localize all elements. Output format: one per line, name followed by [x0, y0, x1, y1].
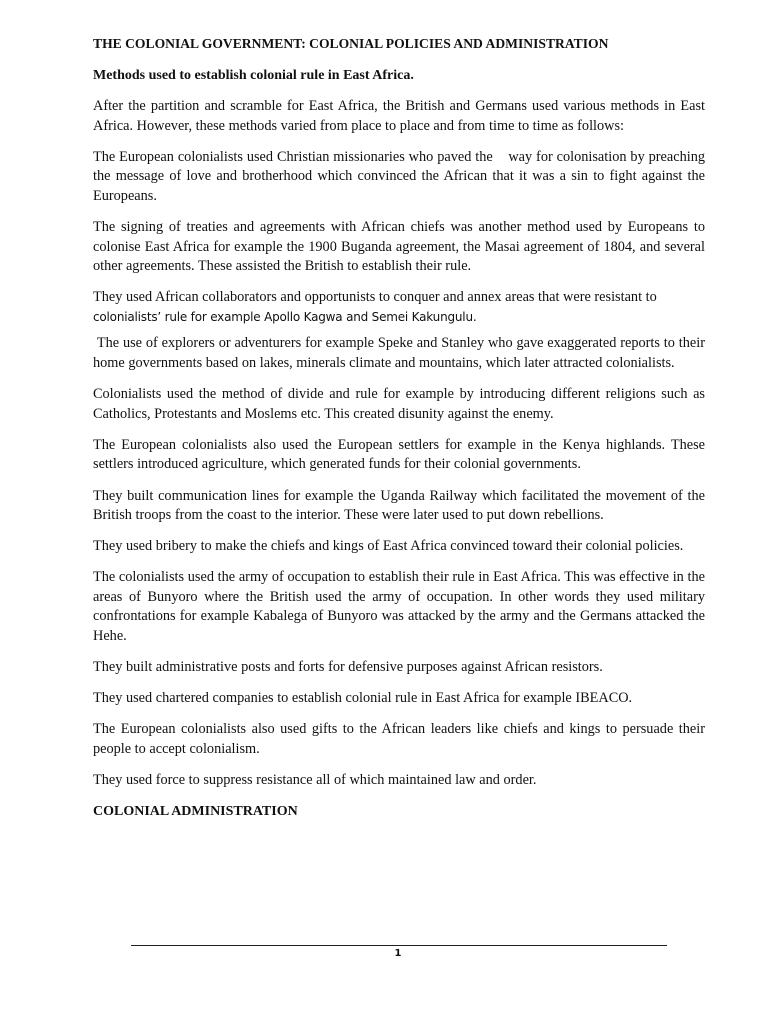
paragraph-gifts: The European colonialists also used gifts to the African leaders like chiefs and kings to persuade their people to accept colonialism. [93, 721, 705, 757]
paragraph-treaties: The signing of treaties and agreements with African chiefs was another method used by Europeans to colonise East Africa for example the 1900 Buganda agreement, the Masai agreement of 1804, and several other agreements. These assisted the British to establish their rule. [93, 218, 705, 275]
paragraph-chartered-companies: They used chartered companies to establish colonial rule in East Africa for example IBEACO. [93, 690, 633, 707]
paragraph-collaborators-line2: colonialists’ rule for example Apollo Kagwa and Semei Kakungulu. [93, 309, 477, 324]
section-heading-methods: Methods used to establish colonial rule in East Africa. [93, 68, 414, 83]
document-title: THE COLONIAL GOVERNMENT: COLONIAL POLICIES AND ADMINISTRATION [93, 36, 609, 51]
footer-divider [131, 945, 667, 946]
paragraph-missionaries: The European colonialists used Christian missionaries who paved the way for colonisation by preaching the message of love and brotherhood which convinced the African that it was a sin to fight against the Europeans. [93, 148, 709, 204]
paragraph-force: They used force to suppress resistance all of which maintained law and order. [93, 772, 537, 789]
paragraph-collaborators [93, 288, 705, 327]
paragraph-divide-and-rule: Colonialists used the method of divide and rule for example by introducing different religions such as Catholics, Protestants and Moslems etc. This created disunity against the enemy. [93, 386, 705, 422]
paragraph-army-of-occupation: The colonialists used the army of occupation to establish their rule in East Africa. This was effective in the areas of Bunyoro where the British used the army of occupation. In other words they used military confrontations for example Kabalega of Bunyoro was attacked by the army and the Germans attacked the Hehe. [93, 569, 705, 645]
paragraph-settlers: The European colonialists also used the European settlers for example in the Kenya highlands. These settlers introduced agriculture, which generated funds for their colonial governments. [93, 436, 705, 473]
page-number: 1 [394, 948, 402, 959]
paragraph-bribery: They used bribery to make the chiefs and kings of East Africa convinced toward their colonial policies. [93, 538, 684, 555]
paragraph-administrative-posts: They built administrative posts and forts for defensive purposes against African resistors. [93, 659, 603, 676]
section-heading-colonial-administration: COLONIAL ADMINISTRATION [93, 804, 298, 820]
document-page [93, 30, 709, 833]
paragraph-communication-lines: They built communication lines for example the Uganda Railway which facilitated the movement of the British troops from the coast to the interior. These were later used to put down rebellions. [93, 487, 705, 524]
paragraph-collaborators-line1: They used African collaborators and opportunists to conquer and annex areas that were resistant to [93, 289, 657, 306]
paragraph-explorers: The use of explorers or adventurers for example Speke and Stanley who gave exaggerated reports to their home governments based on lakes, minerals climate and mountains, which later attracted colonialists. [93, 335, 709, 372]
paragraph-partition: After the partition and scramble for East Africa, the British and Germans used various methods in East Africa. However, these methods varied from place to place and from time to time as follows: [93, 98, 705, 134]
